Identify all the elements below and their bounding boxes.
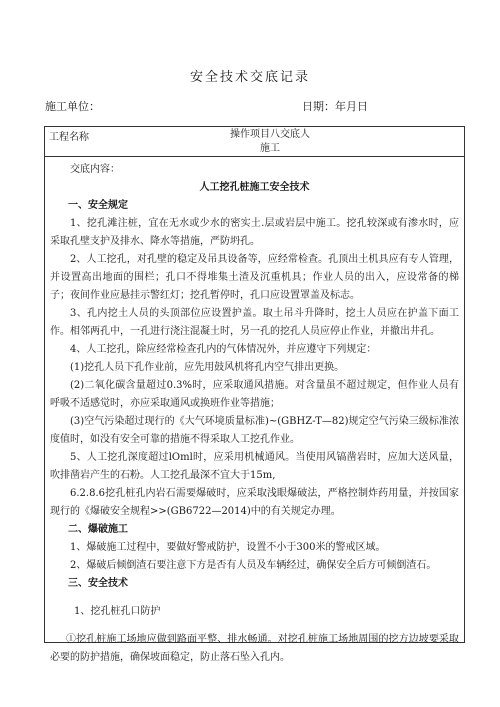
table-header-row: [45, 127, 464, 157]
work-item-label-line1: 操作项目八交底人: [230, 129, 310, 140]
paragraph-2: 2、人工挖孔，对孔壁的稳定及吊具设备等，应经常检查。孔顶出土机具应有专人管理，并设置高出地面的围栏；孔口不得堆集土渣及沉重机具；作业人员的出入，应设常备的梯子；夜间作业应悬挂示警红灯；挖孔暂停时，孔口应设置罩盖及标志。: [50, 254, 459, 301]
document-title: 安全技术交底记录: [189, 70, 310, 85]
section-1-heading: 一、安全规定: [68, 200, 128, 211]
paragraph-4a: (1)挖孔人员下孔作业前，应先用鼓风机将孔内空气排出更换。: [70, 362, 345, 373]
blasting-item-1: 1、爆破施工过程中，要做好警戒防护，设置不小于300米的警戒区域。: [70, 542, 386, 553]
paragraph-4b: (2)二氧化碳含量超过0.3%时，应采取通风措施。对含量虽不超过规定，但作业人员有呼吸不适感觉时，亦应采取通风或换班作业等措施；: [50, 380, 459, 409]
spacer: [50, 621, 459, 631]
subsection-1-paragraph: ①挖孔桩施工场地应做到路面平整、排水畅通。对挖孔桩施工场地周围的挖方边坡要采取必要的防护措施，确保坡面稳定，防止落石坠入孔内。: [50, 634, 459, 663]
paragraph-4c: (3)空气污染超过现行的《大气环境质量标准)~(GBHZ-T—82)规定空气污染三级标准浓度值时，如没有安全可靠的措施不得采取人工挖孔作业。: [50, 416, 459, 445]
paragraph-6: 6.2.8.6挖孔桩孔内岩石需要爆破时，应采取浅眼爆破法，严格控制炸药用量，并按国家现行的《爆破安全规程>>(GB6722—2014)中的有关规定办理。: [50, 488, 459, 517]
spacer: [50, 593, 459, 603]
work-item-label-line2: 施工: [260, 143, 280, 154]
project-name-label: 工程名称: [49, 132, 89, 143]
record-table: [44, 126, 465, 663]
section-3-heading: 三、安全技术: [68, 578, 128, 589]
date-label: 日期：年月日: [302, 100, 368, 113]
subsection-1-heading: 1、挖孔桩孔口防护: [74, 606, 161, 617]
construction-unit-label: 施工单位：: [45, 100, 100, 113]
paragraph-1: 1、挖孔滩注桩，宜在无水或少水的密实土.层或岩层中施工。挖孔较深或有渗水时，应采取孔壁支护及排水、降水等措施，严防坍孔。: [50, 218, 459, 247]
paragraph-3: 3、孔内挖土人员的头顶部位应设置护盖。取土吊斗升降时，挖土人员应在护盖下面工作。相邻两孔中，一孔进行浇注混凝土时，另一孔的挖孔人员应停止作业，并撤出井孔。: [50, 308, 459, 337]
blasting-item-2: 2、爆破后倾倒渣石要注意下方是否有人员及车辆经过，确保安全后方可倾倒渣石。: [70, 560, 437, 571]
paragraph-4: 4、人工挖孔，除应经常检查孔内的气体情况外，并应遵守下列规定：: [70, 344, 377, 355]
main-heading: 人工挖孔桩施工安全技术: [199, 182, 310, 193]
content-intro: 交底内容：: [70, 164, 120, 175]
work-item-label: [220, 128, 320, 156]
paragraph-5: 5、人工挖孔深度超过lOml时，应采用机械通风。当使用风镐凿岩时，应加大送风量，吹排凿岩产生的石粉。人工挖孔最深不宜大于15m,: [50, 452, 459, 481]
disclosure-content: [50, 161, 459, 667]
section-2-heading: 二、爆破施工: [68, 524, 128, 535]
